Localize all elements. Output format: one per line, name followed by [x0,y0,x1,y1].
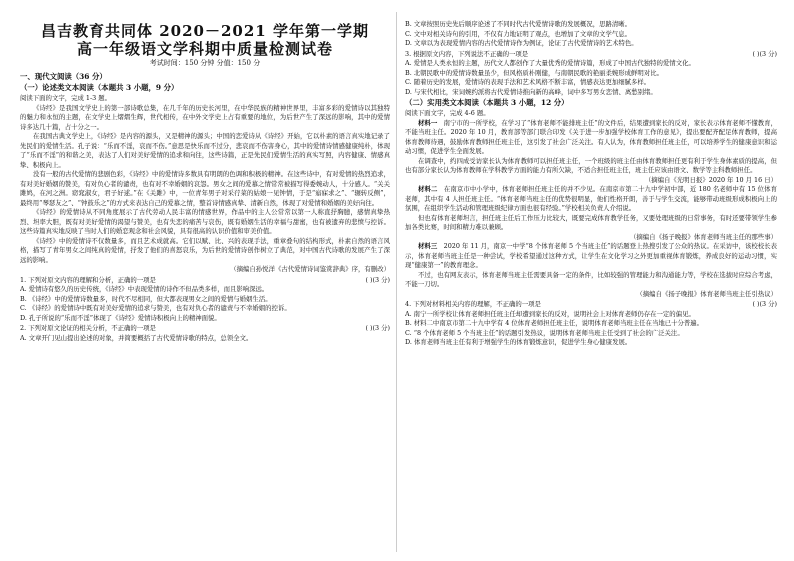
right-column [405,0,777,561]
material-paragraph [405,242,777,271]
subsection-heading-1: （一）论述类文本阅读（本题共 3 小题，9 分） [20,83,179,92]
question-points: ( )(3 分) [365,275,390,284]
question-points: ( )(3 分) [752,49,777,58]
passage-paragraph: 《诗经》的爱情诗从不同角度展示了古代劳动人民丰富的情感世界，作品中的主人公常常以第一人称直抒胸臆，感情真挚热烈、坦率大胆，既有对美好爱情的渴望与赞美，也有失恋的痛苦与哀伤，既有婚姻生活的幸福与甜蜜，也有被遗弃的悲愤与控诉。这些诗篇真实地反映了当时人们的婚恋观念和社会风貌，具有很高的认识价值和审美价值。 [20,208,390,235]
option: C. 文中对相关诗句的引用，不仅有力地证明了观点，也增加了文章的文学气息。 [405,29,632,38]
material-paragraph: 但也有体育老师坦言，担任班主任后工作压力比较大，既要完成体育教学任务，又要处理班级的日常事务，有时还要带领学生参加各类比赛，时间和精力难以兼顾。 [405,213,777,231]
left-column [20,0,390,561]
reading-instruction: 阅读下面的文字，完成 1-3 题。 [20,94,112,102]
question-text: 4. 下列对材料相关内容的理解，不正确的一项是 [405,300,541,308]
passage-paragraph: 没有一般的古代爱情的悲剧色彩，《诗经》中的爱情诗多数具有明朗的色调和积极的精神。在这些诗中，有对爱情的热烈追求，有对美好婚姻的赞美，有对负心者的谴责，也有对不幸婚姻的哀怨。男女之间的爱慕之情常常被描写得委婉动人，十分感人。“关关雎鸠，在河之洲。窈窕淑女，君子好逑。”在《关雎》中，一位青年男子对采荇菜的姑娘一见钟情，于是“寤寐求之”、“辗转反侧”，最终用“琴瑟友之”、“钟鼓乐之”的方式来表达自己的爱慕之情，整首诗情感真挚、清新自然，体现了对爱情和婚姻的美好向往。 [20,170,390,207]
question-4 [405,300,777,310]
material-paragraph: 在调查中，约四成受访家长认为体育教师可以担任班主任，一个班级的班主任由体育教师担任更有利于学生身体素质的提高，但也有部分家长认为体育教师在学科教学方面的能力有所欠缺，不适合担任班主任，班主任应该由语文、数学等主科教师担任。 [405,156,777,174]
reading-instruction: 阅读下面文字，完成 4-6 题。 [405,109,490,117]
passage-source: （摘编自孙悦洋《古代爱情诗词鉴赏辞典》序，有删改） [230,265,390,273]
option: D. 文章以为表现爱情内容的古代爱情诗作为例证，论证了古代爱情诗的艺术特色。 [405,39,638,47]
exam-meta: 考试时间：150 分钟 分值：150 分 [149,59,261,67]
passage-paragraph: 在我国古典文学史上，《诗经》是内容的源头，又是精神的源头；中国的恋爱诗从《诗经》开始，它以朴素的语言真实地记录了先民们的爱情生活。孔子说：“乐而不淫，哀而不伤。”意思是快乐而不过分，悲哀而不伤害身心，其中的爱情诗情感健康纯朴，体现了“乐而不淫”的和谐之美，表达了人们对美好爱情的追求和向往，这些诗篇，正是先民们爱情生活的真实写照，内容健康、情感真挚、积极向上。 [20,132,390,169]
option: A. 爱情是人类永恒的主题，历代文人都创作了大量优秀的爱情诗篇，形成了中国古代独特的爱情文化。 [405,59,695,67]
passage-paragraph: 《诗经》是我国文学史上的第一部诗歌总集，在几千年的历史长河里，在中华民族的精神世界里，丰富多彩的爱情诗以其独特的魅力和永恒的主题，在文学史上熠熠生辉，世代相传，在中外文学史上占有重要的地位，为后世产生了深远的影响，其中的爱情诗多达几十篇，占十分之一。 [20,103,390,131]
option: C. 《诗经》的爱情诗中既有对美好爱情的追求与赞美，也有对负心者的谴责与不幸婚姻的控诉。 [20,304,291,312]
question-points: ( )(3 分) [752,300,777,308]
question-2 [20,324,390,334]
material-paragraph [405,119,777,157]
question-text: 1. 下列对原文内容的理解和分析，正确的一项是 [20,275,156,284]
question-text: 2. 下列对原文论证的相关分析，不正确的一项是 [20,324,156,332]
column-divider [396,12,397,552]
exam-title-line2: 高一年级语文学科期中质量检测试卷 [76,40,333,58]
option: B. 《诗经》中的爱情诗数量多，时代不尽相同，但大都表现男女之间的爱情与婚姻生活。 [20,294,272,303]
question-text: 3. 根据原文内容，下列说法不正确的一项是 [405,49,529,58]
material-paragraph [405,185,777,214]
option: B. 北朝民歌中的爱情诗数量虽少，但风格质朴刚健，与南朝民歌的艳丽柔婉形成鲜明对比。 [405,68,663,77]
option: B. 文章按照历史先后顺序论述了不同时代古代爱情诗歌的发展概况，思路清晰。 [405,20,632,28]
material-label: 材料二 [418,185,438,193]
material-paragraph: 不过，也有网友表示，体育老师当班主任需要具备一定的条件，比如较强的管理能力和沟通能力等，学校在选拔时应综合考虑，不能一刀切。 [405,270,777,288]
option: A. 爱情诗有悠久的历史传统，《诗经》中表现爱情的诗作不但品类多样，而且影响深远。 [20,285,269,293]
option: C. 随着历史的发展，爱情诗的表现手法和艺术风格不断丰富，情感表达更加细腻多样。 [405,78,651,86]
question-points: ( )(3 分) [365,324,390,332]
question-1 [20,276,390,286]
question-3 [405,50,777,60]
option: A. 南宁一所学校让体育老师担任班主任却遭到家长的反对，说明社会上对体育老师仍存在一定的偏见。 [405,309,695,318]
exam-title-line1: 昌吉教育共同体 2020－2021 学年第一学期 [41,22,369,40]
material-source: （摘编自《光明日报》2020 年 10 月 16 日） [644,175,777,184]
material-text: 2020 年 11 月，南京一中学“8 个体育老师 5 个当班主任”的话题登上热搜引发了公众的热议。在采访中，该校校长表示，体育老师当班主任是一种尝试，学校希望通过这种方式，让学生在文化学习之外更加重视体育锻炼，养成良好的运动习惯，实现“健康第一”的教育理念。 [405,242,777,269]
material-source: （摘编自《扬子晚报》体育老师当班主任的那些事） [630,232,777,241]
subsection-heading-2: （二）实用类文本阅读（本题共 3 小题，12 分） [405,98,569,107]
material-source: （摘编自《扬子晚报》体育老师当班主任引热议） [636,289,777,298]
option: D. 体育老师当班主任有利于增强学生的体育锻炼意识，促进学生身心健康发展。 [405,338,632,346]
option: C. “8 个体育老师 5 个当班主任”的话题引发热议，说明体育老师当班主任受到了社会的广泛关注。 [405,328,684,337]
option: A. 文章开门见山提出论述的对象，并简要概括了古代爱情诗歌的特点，总领全文。 [20,333,253,342]
option: D. 孔子所说的“乐而不淫”体现了《诗经》爱情诗积极向上的精神面貌。 [20,313,221,322]
option: B. 材料二中南京市第二十九中学有 4 位体育老师担任班主任，说明体育老师当班主任在当地已十分普遍。 [405,319,704,327]
material-text: 南宁市的一所学校，在学习了“体育老师不能排班主任”的文件后，结果遭到家长的反对，家长表示体育老师不懂教育，不能当班主任。2020 年 10 月，教育部等部门联合印发《关于进一步加强学校体育工作的意见》，提出要配齐配足体育教师，提高体育教师待遇，鼓励体育教师担任班主任，这引发了社会广泛关注。有人认为，体育教师担任班主任，可以培养学生的健康意识和运动习惯，促进学生全面发展。 [405,118,777,155]
material-label: 材料一 [418,118,438,127]
option: D. 与宋代相比，宋词婉约派将古代爱情诗推向新的高峰，词中多写男女恋情、离愁别绪。 [405,87,657,96]
material-label: 材料三 [418,242,438,250]
passage-paragraph: 《诗经》中的爱情诗不仅数量多，而且艺术成就高。它们以赋、比、兴的表现手法，重章叠句的结构形式，朴素自然的语言风格，描写了青年男女之间纯真的爱情，抒发了他们的喜怒哀乐，为后世的爱情诗创作树立了典范，对中国古代诗歌的发展产生了深远的影响。 [20,236,390,264]
material-text: 在南京市中小学中，体育老师担任班主任的并不少见。在南京市第二十九中学初中部，近 180 名老师中有 15 位体育老师，其中有 4 人担任班主任。“体育老师当班主任的优势很明显，他们性格开朗，善于与学生交流，能够带动班级形成积极向上的氛围，在组织学生活动和管理班级纪律方面也很有经验。”学校相关负责人介绍说。 [405,185,777,212]
section-heading-1: 一、现代文阅读（36 分） [20,72,107,81]
